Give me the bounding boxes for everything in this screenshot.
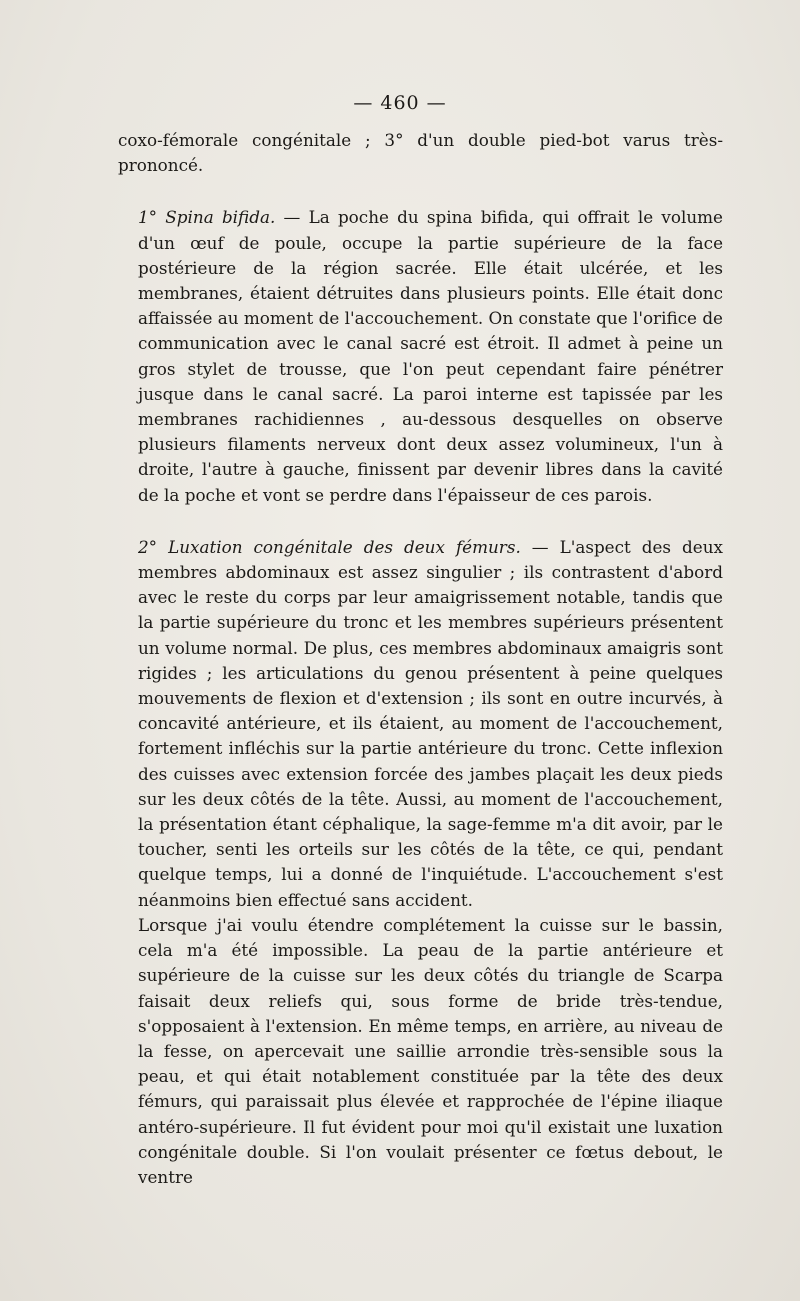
page-number: — 460 —: [353, 92, 447, 114]
paragraph-extension: [118, 913, 723, 1190]
section-heading-spina-bifida: 1° Spina bifida.: [138, 207, 276, 228]
paragraph-text: — L'aspect des deux membres abdominaux est assez singulier ; ils contrastent d'abord avec le reste du corps par leur amaigrissement notable, tandis que la partie supérieure du tronc et les membres supérieurs présentent un volume normal. De plus, ces membres abdominaux amaigris sont rigides ; les articulations du genou présentent à peine quelques mouvements de flexion et d'extension ; ils sont en outre incurvés, à concavité antérieure, et ils étaient, au moment de l'accouchement, fortement infléchis sur la partie antérieure du tronc. Cette inflexion des cuisses avec extension forcée des jambes plaçait les deux pieds sur les deux côtés de la tête. Aussi, au moment de l'accouchement, la présentation étant céphalique, la sage-femme m'a dit avoir, par le toucher, senti les orteils sur les côtés de la tête, ce qui, pendant quelque temps, lui a donné de l'inquiétude. L'accouchement s'est néanmoins bien effectué sans accident.: [138, 536, 723, 910]
section-heading-luxation: 2° Luxation congénitale des deux fémurs.: [138, 536, 521, 557]
paragraph-continuation: [118, 128, 723, 178]
paragraph-text: coxo-fémorale congénitale ; 3° d'un double pied-bot varus très-prononcé.: [118, 130, 723, 176]
paragraph-spina-bifida: [118, 205, 723, 507]
paragraph-text: — La poche du spina bifida, qui offrait le volume d'un œuf de poule, occupe la partie supérieure de la face postérieure de la région sacrée. Elle était ulcérée, et les membranes, étaient détruites dans plusieurs points. Elle était donc affaissée au moment de l'accouchement. On constate que l'orifice de communication avec le canal sacré est étroit. Il admet à peine un gros stylet de trousse, que l'on peut cependant faire pénétrer jusque dans le canal sacré. La paroi interne est tapissée par les membranes rachidiennes , au-dessous desquelles on observe plusieurs filaments nerveux dont deux assez volumineux, l'un à droite, l'autre à gauche, finissent par devenir libres dans la cavité de la poche et vont se perdre dans l'épaisseur de ces parois.: [138, 207, 723, 505]
page-body: [118, 128, 723, 1190]
paragraph-text: Lorsque j'ai voulu étendre complétement la cuisse sur le bassin, cela m'a été impossible. La peau de la partie antérieure et supérieure de la cuisse sur les deux côtés du triangle de Scarpa faisait deux reliefs qui, sous forme de bride très-tendue, s'opposaient à l'extension. En même temps, en arrière, au niveau de la fesse, on apercevait une saillie arrondie très-sensible sous la peau, et qui était notablement constituée par la tête des deux fémurs, qui paraissait plus élevée et rapprochée de l'épine iliaque antéro-supérieure. Il fut évident pour moi qu'il existait une luxation congénitale double. Si l'on voulait présenter ce fœtus debout, le ventre: [138, 914, 723, 1187]
paragraph-luxation: [118, 535, 723, 913]
